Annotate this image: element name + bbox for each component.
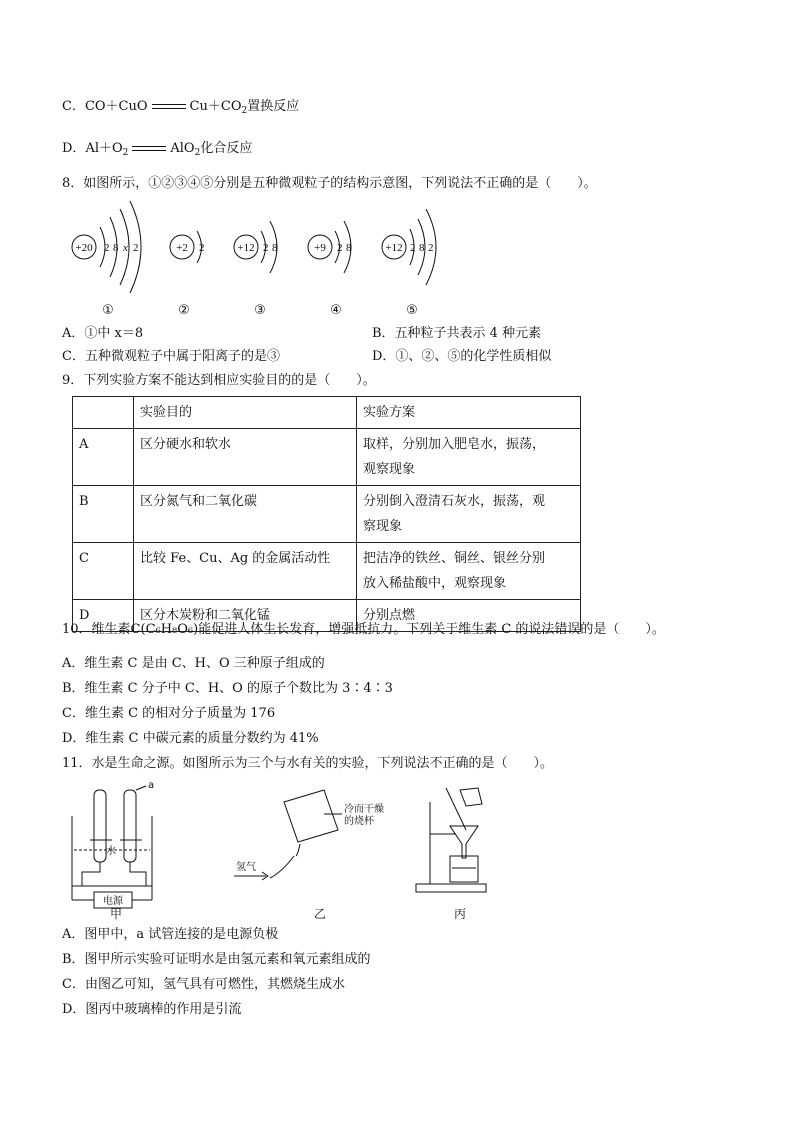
table-header-row: 实验目的 实验方案 — [73, 397, 581, 429]
svg-text:冷而干燥: 冷而干燥 — [344, 804, 384, 815]
svg-text:2: 2 — [199, 242, 205, 254]
pouring-beaker — [460, 788, 482, 806]
q10-option-d: D．维生素 C 中碳元素的质量分数约为 41% — [62, 731, 319, 746]
q11-option-d: D．图丙中玻璃棒的作用是引流 — [62, 1002, 242, 1017]
svg-text:8: 8 — [113, 242, 119, 254]
svg-text:甲: 甲 — [109, 907, 123, 920]
svg-text:丙: 丙 — [453, 907, 467, 920]
receiving-beaker — [450, 856, 478, 882]
water-experiments-figure — [62, 782, 532, 920]
q9-stem: 9．下列实验方案不能达到相应实验目的的是（ ）。 — [62, 373, 376, 388]
svg-text:⑤: ⑤ — [406, 303, 418, 318]
glass-rod — [446, 788, 466, 830]
q9-table — [72, 396, 581, 632]
table-row: A 区分硬水和软水 取样，分别加入肥皂水，振荡， 观察现象 — [73, 429, 581, 486]
svg-text:2: 2 — [104, 242, 110, 254]
dry-beaker — [284, 790, 338, 842]
svg-text:2: 2 — [428, 242, 434, 254]
q7-option-c: C．CO＋CuO $Cu+CO_2$置换反应 — [62, 99, 300, 116]
svg-text:a: a — [148, 782, 155, 791]
svg-text:+12: +12 — [385, 242, 403, 254]
q11-stem: 11．水是生命之源。如图所示为三个与水有关的实验，下列说法不正确的是（ ）。 — [62, 756, 554, 771]
svg-text:x: x — [123, 242, 128, 254]
svg-text:8: 8 — [419, 242, 425, 254]
table-row: B 区分氮气和二氧化碳 分别倒入澄清石灰水，振荡，观 察现象 — [73, 486, 581, 543]
table-row: C 比较 Fe、Cu、Ag 的金属活动性 把洁净的铁丝、铜丝、银丝分别 放入稀盐酸中，观察现象 — [73, 543, 581, 600]
q11-option-a: A．图甲中，a 试管连接的是电源负极 — [62, 927, 279, 942]
table-row: D 区分木炭粉和二氧化锰 分别点燃 — [73, 600, 581, 632]
svg-text:电源: 电源 — [103, 896, 123, 907]
svg-text:③: ③ — [254, 303, 266, 318]
q8-stem: 8．如图所示，①②③④⑤分别是五种微观粒子的结构示意图，下列说法不正确的是（ ）。 — [62, 176, 597, 191]
q11-option-b: B．图甲所示实验可证明水是由氢元素和氧元素组成的 — [62, 952, 371, 967]
funnel — [450, 826, 478, 858]
q11-option-c: C．由图乙可知，氢气具有可燃性，其燃烧生成水 — [62, 977, 345, 992]
svg-text:的烧杯: 的烧杯 — [344, 816, 374, 827]
q8-option-c: C．五种微观粒子中属于阳离子的是③ — [62, 349, 280, 364]
svg-text:2: 2 — [133, 242, 139, 254]
equals-sign — [132, 145, 166, 153]
svg-text:8: 8 — [346, 242, 352, 254]
q10-stem: 10．维生素C(C₆H₈O₆)能促进人体生长发育，增强抵抗力。下列关于维生素 C 的说法错误的是（ ）。 — [62, 622, 665, 637]
q10-option-b: B．维生素 C 分子中 C、H、O 的原子个数比为 3∶4∶3 — [62, 681, 393, 696]
svg-text:④: ④ — [330, 303, 342, 318]
svg-text:+20: +20 — [75, 242, 93, 254]
svg-text:氢气: 氢气 — [236, 862, 256, 873]
q10-option-a: A．维生素 C 是由 C、H、O 三种原子组成的 — [62, 656, 325, 671]
svg-text:2: 2 — [337, 242, 343, 254]
svg-text:8: 8 — [272, 242, 278, 254]
svg-text:②: ② — [178, 303, 190, 318]
flame — [296, 844, 300, 856]
svg-text:+12: +12 — [237, 242, 255, 254]
svg-text:+9: +9 — [314, 242, 326, 254]
svg-text:水: 水 — [106, 846, 116, 857]
q7-option-d: D．$Al+O_2$ AlO$_2$化合反应 — [62, 141, 253, 158]
svg-text:乙: 乙 — [313, 907, 327, 920]
svg-text:2: 2 — [410, 242, 416, 254]
q8-option-d: D．①、②、⑤的化学性质相似 — [372, 349, 552, 364]
svg-text:①: ① — [102, 303, 114, 318]
q10-option-c: C．维生素 C 的相对分子质量为 176 — [62, 706, 276, 721]
svg-text:2: 2 — [263, 242, 269, 254]
q8-option-a: A．①中 x＝8 — [62, 326, 144, 341]
equals-sign — [152, 103, 186, 111]
q8-option-b: B．五种粒子共表示 4 种元素 — [372, 326, 542, 341]
svg-text:+2: +2 — [176, 242, 188, 254]
atom-structure-diagrams — [60, 195, 480, 323]
